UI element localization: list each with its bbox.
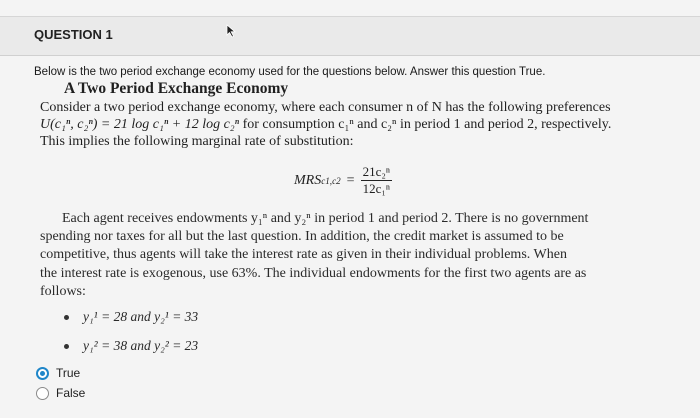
mrs-symbol: MRS — [294, 172, 322, 188]
paragraph-line: competitive, thus agents will take the interest rate as given in their individual problems. When — [40, 247, 567, 263]
endowment-agent-1: y₁¹ = 28 and y₂¹ = 33 — [83, 309, 199, 324]
answer-options — [36, 363, 85, 403]
list-item — [64, 309, 198, 338]
problem-intro-paragraph — [40, 99, 670, 150]
utility-description: for consumption c₁ⁿ and c₂ⁿ in period 1 and period 2, respectively. — [239, 117, 612, 132]
mrs-equation — [294, 164, 392, 197]
option-false[interactable] — [36, 383, 85, 403]
radio-unselected-icon[interactable] — [36, 387, 49, 400]
problem-title: A Two Period Exchange Economy — [64, 80, 289, 97]
utility-function: U(c₁ⁿ, c₂ⁿ) = 21 log c₁ⁿ + 12 log c₂ⁿ — [40, 117, 240, 132]
paragraph-line: spending nor taxes for all but the last question. In addition, the credit market is assumed to be — [40, 229, 564, 245]
question-instruction: Below is the two period exchange economy used for the questions below. Answer this question True. — [34, 66, 546, 78]
bullet-icon — [64, 344, 69, 349]
mrs-numerator: 21c₂ⁿ — [362, 164, 390, 179]
option-true[interactable] — [36, 363, 85, 383]
problem-text-line — [40, 116, 670, 133]
question-header — [0, 16, 700, 56]
problem-text-line: Consider a two period exchange economy, where each consumer n of N has the following preferences — [40, 100, 611, 115]
paragraph-line: follows: — [40, 283, 86, 299]
mouse-cursor-icon — [226, 24, 238, 38]
paragraph-line: the interest rate is exogenous, use 63%. The individual endowments for the first two agents are as — [40, 265, 587, 281]
radio-selected-icon[interactable] — [36, 367, 49, 380]
mrs-equals: = — [346, 172, 355, 188]
option-label: False — [56, 386, 86, 400]
mrs-denominator: 12c₁ⁿ — [362, 181, 390, 196]
bullet-icon — [64, 315, 69, 320]
question-title: QUESTION 1 — [34, 27, 113, 42]
option-label: True — [56, 366, 81, 380]
problem-text-line: This implies the following marginal rate of substitution: — [40, 134, 354, 149]
endowment-list — [64, 309, 198, 367]
endowment-agent-2: y₁² = 38 and y₂² = 23 — [83, 338, 199, 353]
mrs-fraction — [361, 164, 392, 197]
paragraph-line: Each agent receives endowments y₁ⁿ and y₂ⁿ in period 1 and period 2. There is no government — [62, 211, 589, 226]
mrs-subscript: c1,c2 — [321, 175, 341, 186]
endowment-paragraph — [40, 210, 665, 301]
